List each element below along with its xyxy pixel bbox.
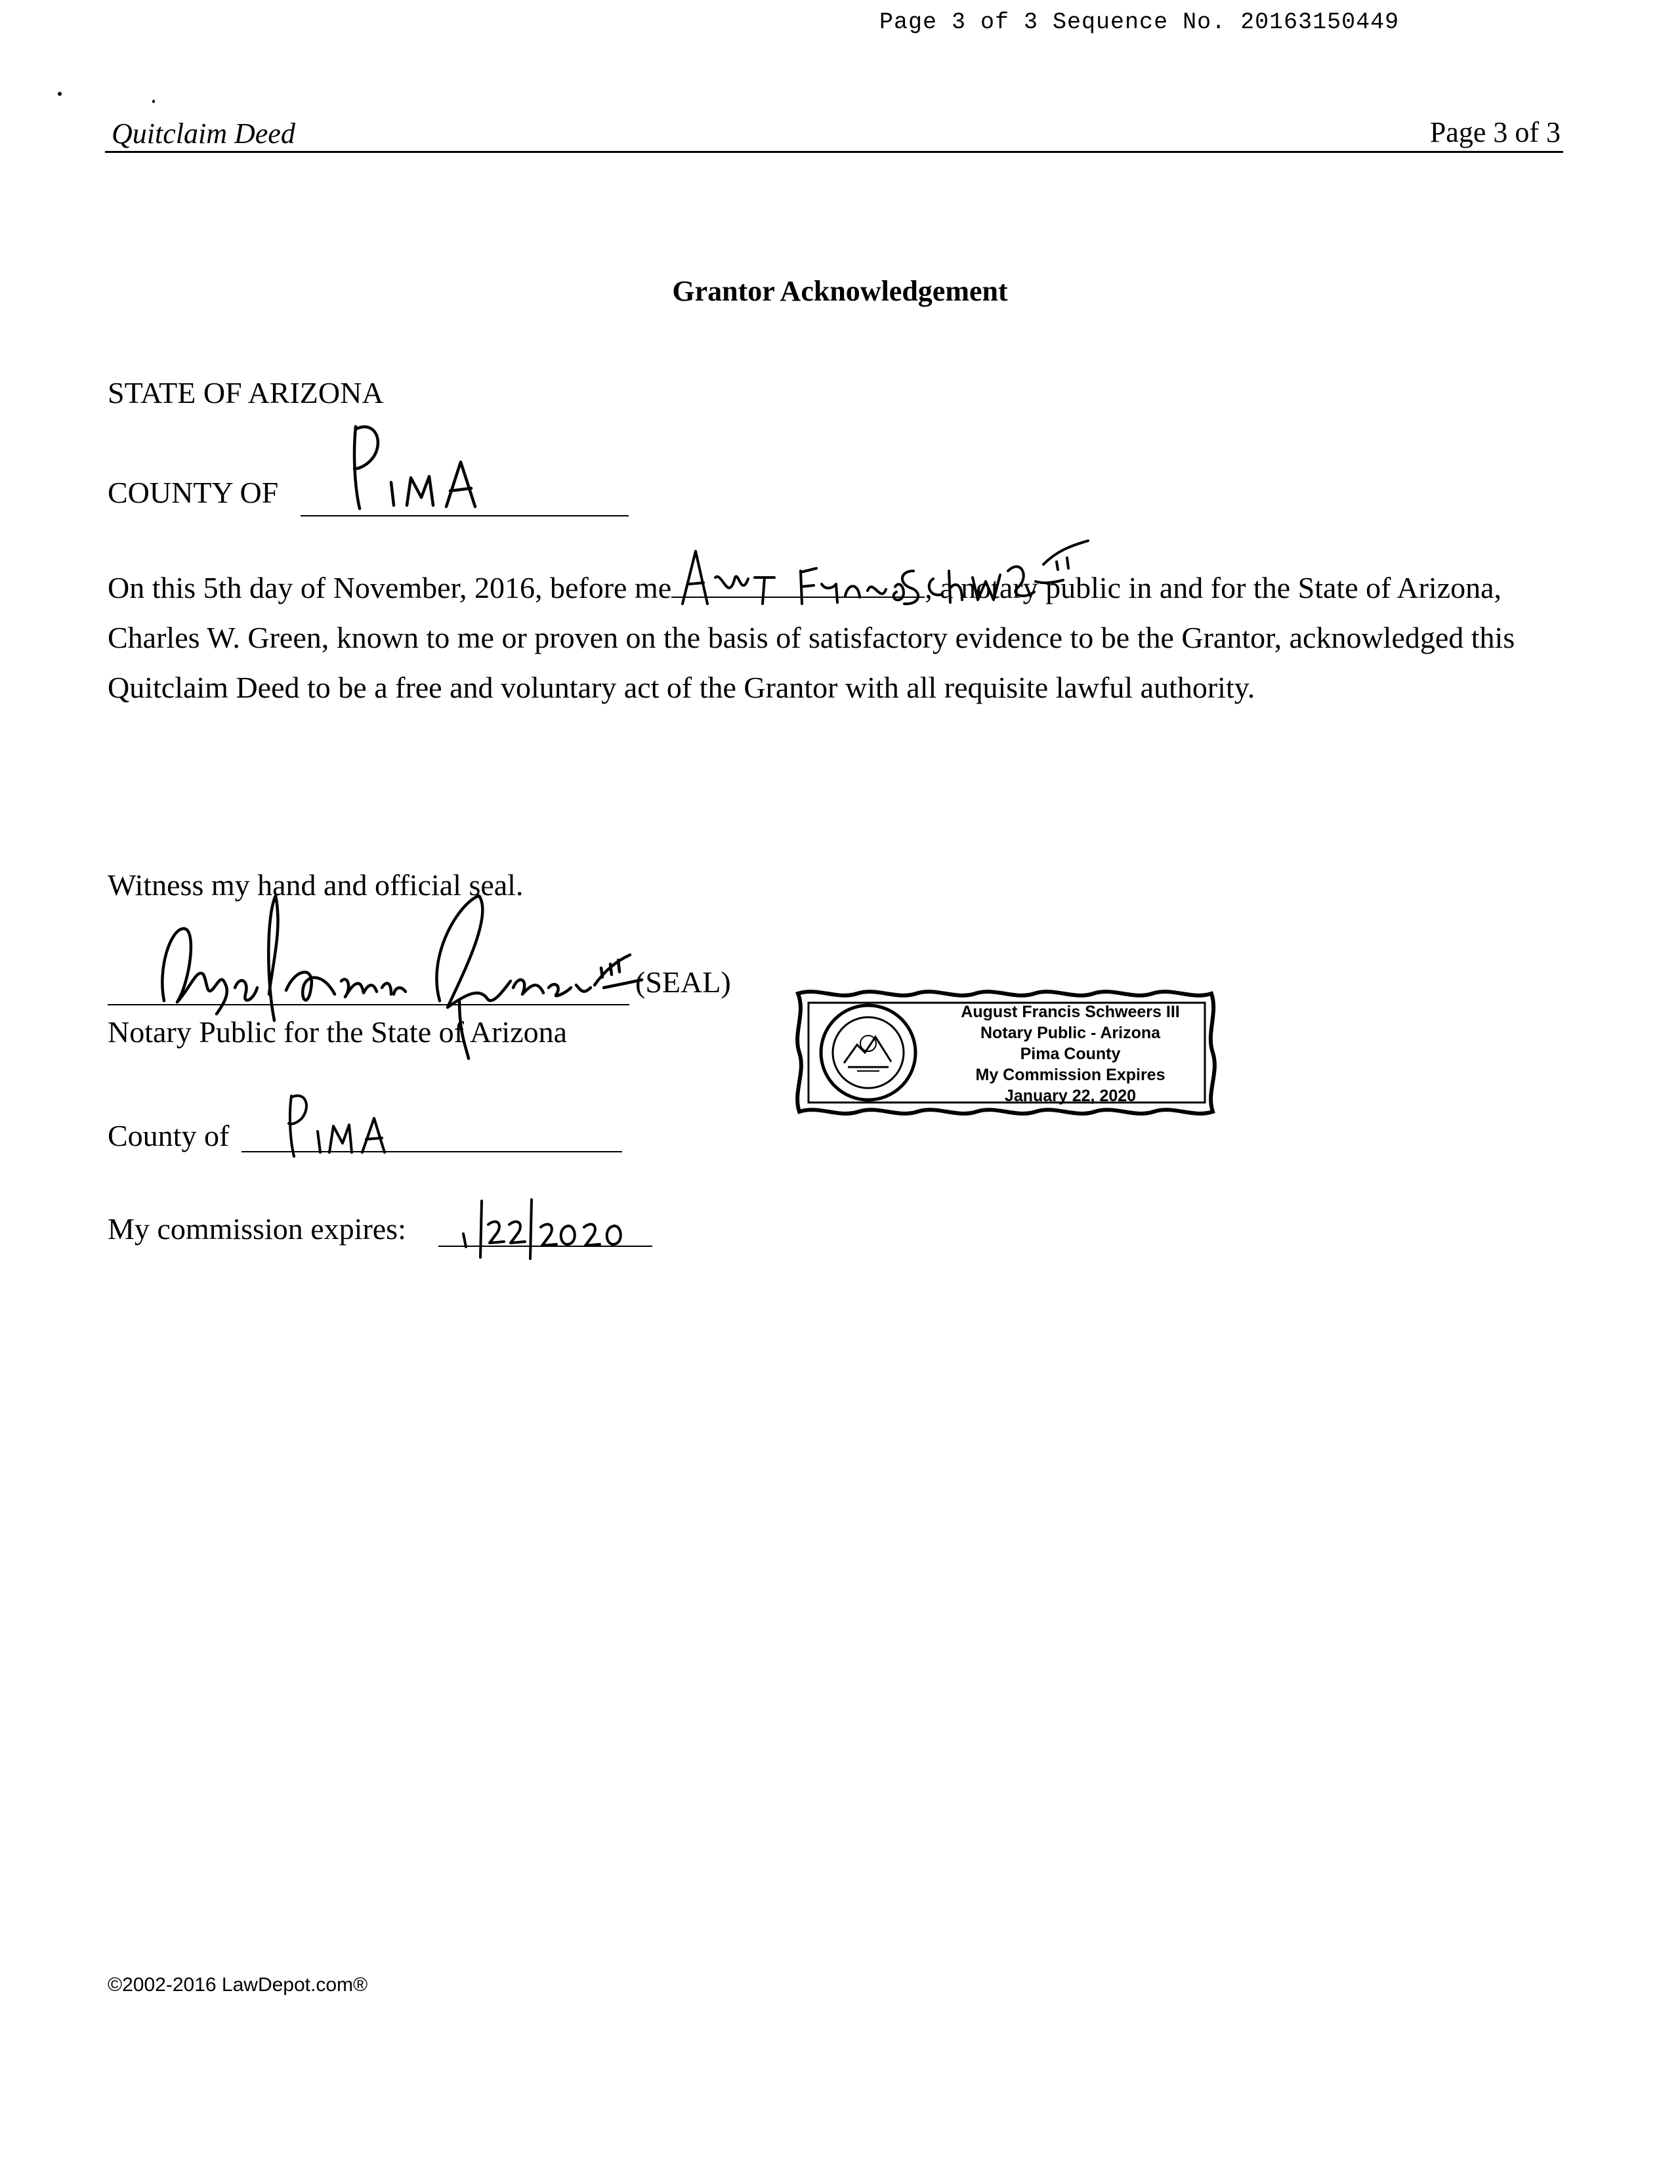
- document-title: Quitclaim Deed: [112, 117, 295, 150]
- stamp-line-expires-label: My Commission Expires: [975, 1066, 1166, 1084]
- paragraph-text-end: , a notary public in and for the State of Arizona, Charles W. Green, known to me or proven on the basis of satisfactory evidence to be the Grantor, acknowledged this Quitclaim Deed to be a free and voluntary act of the Grantor with all requisite lawful authority.: [108, 571, 1515, 704]
- witness-line: Witness my hand and official seal.: [108, 868, 524, 902]
- scan-artifact-dot: [58, 92, 62, 96]
- state-line: STATE OF ARIZONA: [108, 376, 384, 410]
- commission-date-handwriting: [459, 1194, 643, 1260]
- copyright-footer: ©2002-2016 LawDepot.com®: [108, 1974, 368, 1996]
- county-label: COUNTY OF: [108, 476, 279, 509]
- stamp-text: [933, 1001, 1208, 1106]
- county-of-label: County of: [108, 1119, 230, 1152]
- page-number: Page 3 of 3: [1429, 116, 1561, 148]
- county-handwriting: [348, 420, 499, 518]
- stamp-line-county: Pima County: [1020, 1045, 1121, 1063]
- header-rule: [105, 151, 1563, 153]
- seal-label: (SEAL): [635, 965, 731, 999]
- scan-artifact-dot: [152, 100, 155, 103]
- signature-line: [108, 1004, 629, 1005]
- stamp-line-expires-date: January 22, 2020: [1004, 1087, 1137, 1105]
- notary-title-line: Notary Public for the State of Arizona: [108, 1015, 568, 1049]
- stamp-line-name: August Francis Schweers III: [961, 1003, 1180, 1021]
- stamp-text-area: [791, 984, 1225, 1122]
- stamp-line-title: Notary Public - Arizona: [980, 1024, 1161, 1042]
- acknowledgement-heading: Grantor Acknowledgement: [672, 275, 1008, 307]
- county-of-handwriting: [282, 1088, 400, 1160]
- sequence-header: Page 3 of 3 Sequence No. 20163150449: [879, 9, 1400, 35]
- notary-name-handwriting: [676, 532, 1096, 617]
- paragraph-text-start: On this 5th day of November, 2016, before me: [108, 571, 672, 604]
- commission-label: My commission expires:: [108, 1212, 406, 1246]
